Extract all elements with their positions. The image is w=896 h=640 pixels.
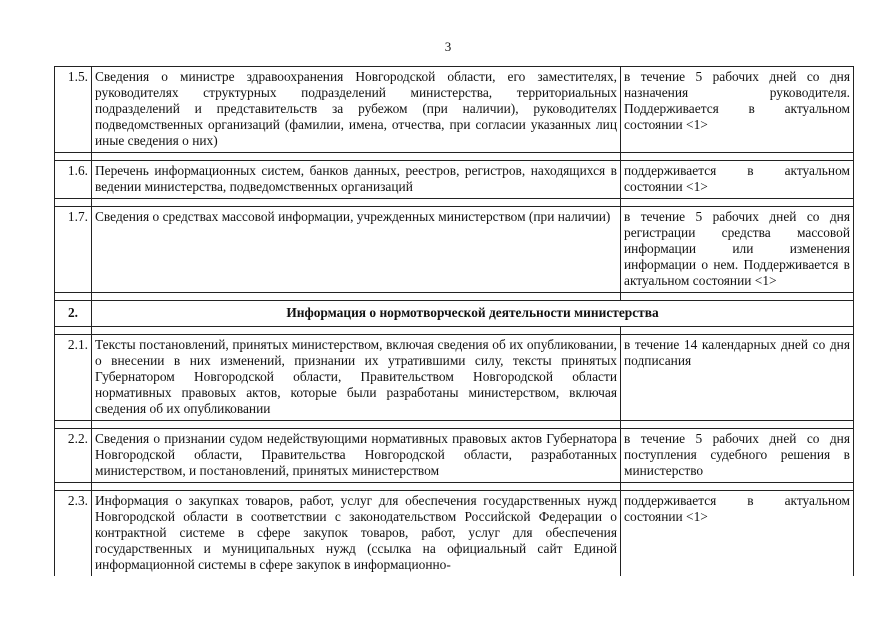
table-row	[55, 207, 854, 293]
section-number: 2.	[55, 301, 92, 327]
row-number: 2.2.	[55, 429, 92, 483]
row-term: поддерживается в актуальном состоянии <1>	[621, 491, 854, 577]
row-description: Перечень информационных систем, банков данных, реестров, регистров, находящихся в ведении министерства, подведомственных организаций	[92, 161, 621, 199]
page-number: 3	[444, 39, 452, 54]
table-row	[55, 67, 854, 153]
section-header-row	[55, 301, 854, 327]
row-description: Сведения о средствах массовой информации, учрежденных министерством (при наличии)	[92, 207, 621, 293]
section-title: Информация о нормотворческой деятельности министерства	[92, 301, 854, 327]
row-description: Тексты постановлений, принятых министерством, включая сведения об их опубликовании, о внесении в них изменений, признании их утратившими силу, тексты принятых Губернатором Новгородской области, Правительством Новгородской области нормативных правовых актов, которые были разработаны министерством, включая сведения об их опубликовании	[92, 335, 621, 421]
row-spacer	[55, 327, 854, 335]
row-description: Сведения о министре здравоохранения Новгородской области, его заместителях, руководителях структурных подразделений министерства, территориальных подразделений и представительств за рубежом (при наличии), руководителях подведомственных организаций (фамилии, имена, отчества, при согласии указанных лиц иные сведения о них)	[92, 67, 621, 153]
row-spacer	[55, 293, 854, 301]
row-spacer	[55, 153, 854, 161]
row-term: в течение 14 календарных дней со дня подписания	[621, 335, 854, 421]
row-number: 1.6.	[55, 161, 92, 199]
row-number: 2.1.	[55, 335, 92, 421]
row-spacer	[55, 199, 854, 207]
information-table	[54, 66, 854, 576]
table-row	[55, 161, 854, 199]
row-number: 1.7.	[55, 207, 92, 293]
row-spacer	[55, 421, 854, 429]
table-row	[55, 429, 854, 483]
table-row	[55, 491, 854, 577]
row-description: Информация о закупках товаров, работ, услуг для обеспечения государственных нужд Новгородской области в соответствии с законодательством Российской Федерации о контрактной системе в сфере закупок товаров, работ, услуг для обеспечения государственных и муниципальных нужд (ссылка на официальный сайт Единой информационной системы в сфере закупок в информационно-	[92, 491, 621, 577]
table-row	[55, 335, 854, 421]
row-spacer	[55, 483, 854, 491]
row-term: поддерживается в актуальном состоянии <1>	[621, 161, 854, 199]
row-number: 1.5.	[55, 67, 92, 153]
row-number: 2.3.	[55, 491, 92, 577]
row-term: в течение 5 рабочих дней со дня назначения руководителя. Поддерживается в актуальном состоянии <1>	[621, 67, 854, 153]
row-description: Сведения о признании судом недействующими нормативных правовых актов Губернатора Новгородской области, Правительства Новгородской области, разработанных министерством, и постановлений, принятых министерством	[92, 429, 621, 483]
row-term: в течение 5 рабочих дней со дня поступления судебного решения в министерство	[621, 429, 854, 483]
row-term: в течение 5 рабочих дней со дня регистрации средства массовой информации или изменения информации о нем. Поддерживается в актуальном состоянии <1>	[621, 207, 854, 293]
